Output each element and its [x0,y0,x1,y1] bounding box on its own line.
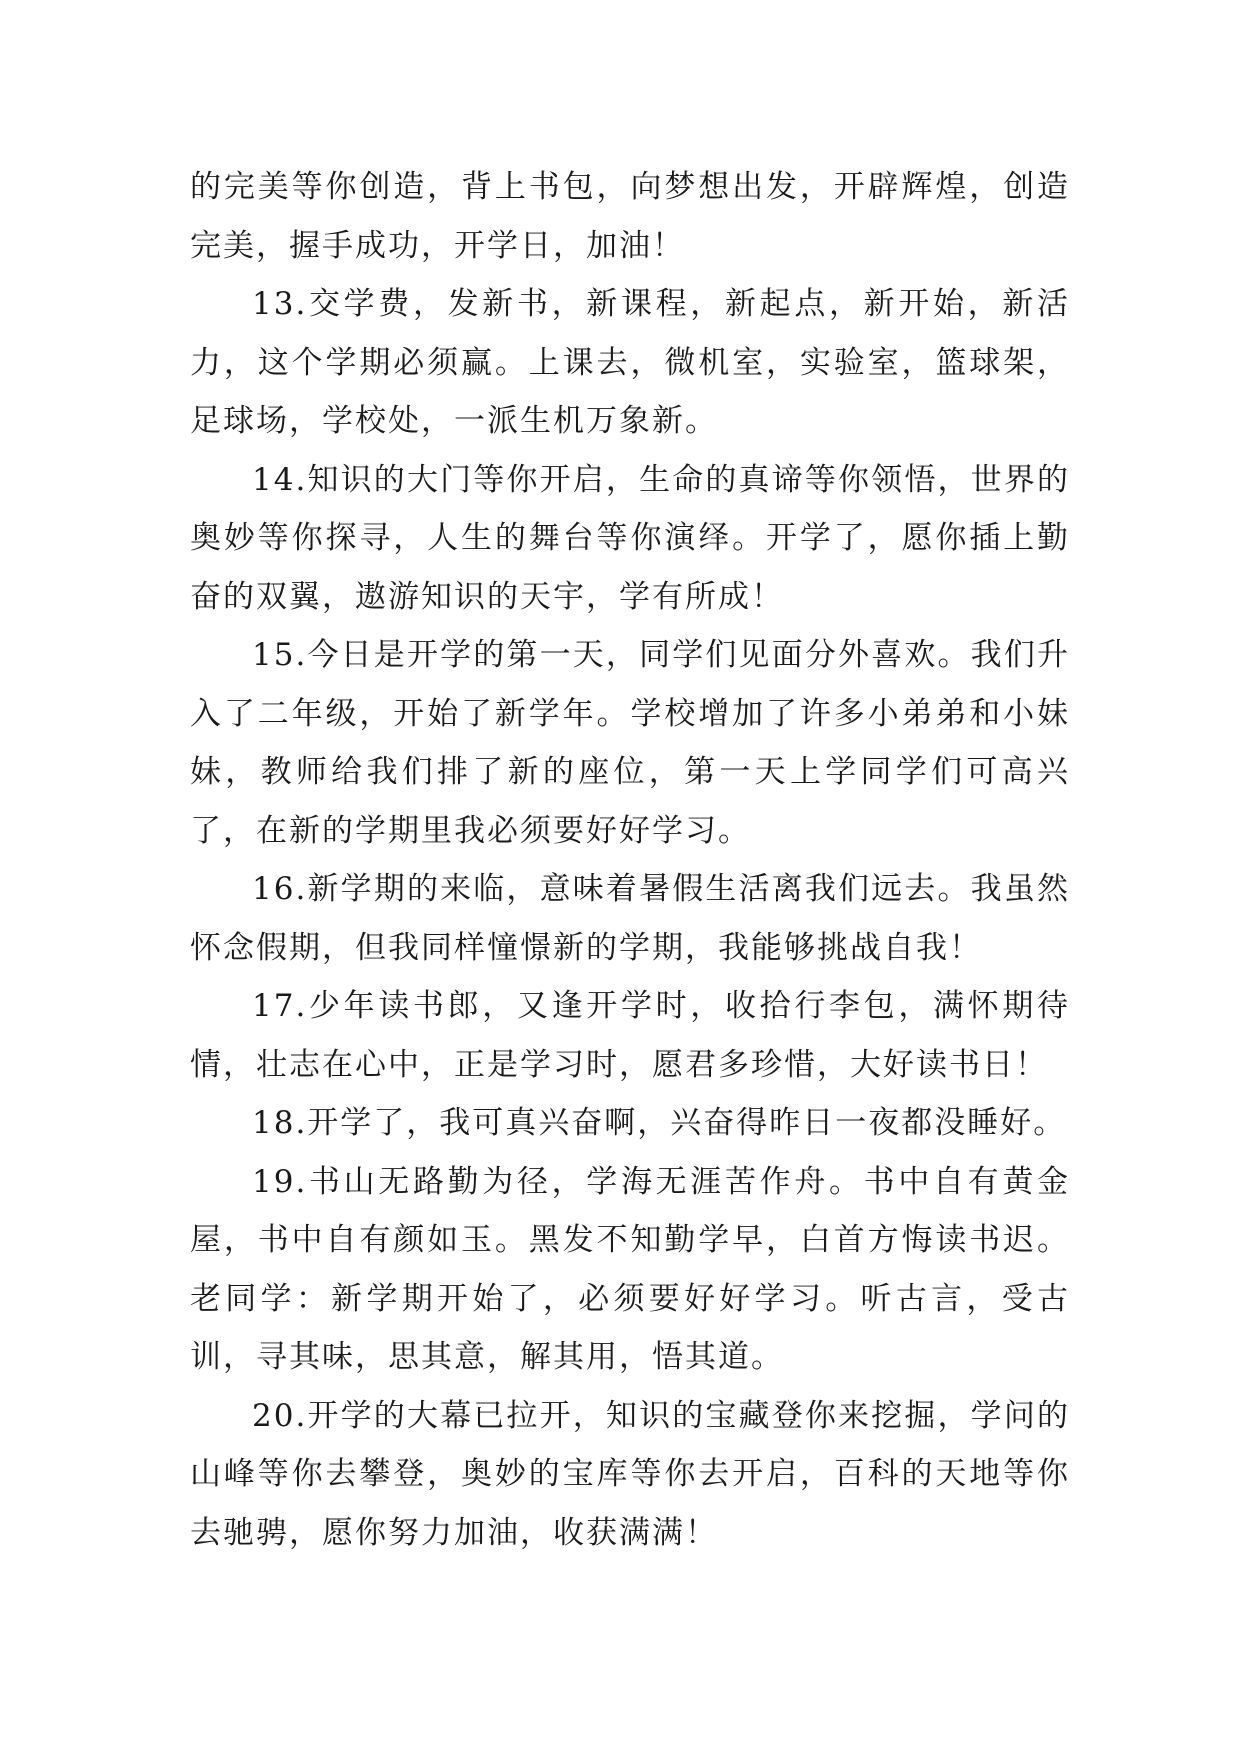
paragraph-item-16: 16.新学期的来临，意味着暑假生活离我们远去。我虽然怀念假期，但我同样憧憬新的学期，我能够挑战自我！ [190,871,1070,966]
paragraph-item-18: 18.开学了，我可真兴奋啊，兴奋得昨日一夜都没睡好。 [252,1105,1067,1141]
paragraph-item-20: 20.开学的大幕已拉开，知识的宝藏登你来挖掘，学问的山峰等你去攀登，奥妙的宝库等你去开启，百科的天地等你去驰骋，愿你努力加油，收获满满！ [190,1397,1070,1551]
document-body [190,158,1070,1562]
paragraph-item-14: 14.知识的大门等你开启，生命的真谛等你领悟，世界的奥妙等你探寻，人生的舞台等你演绎。开学了，愿你插上勤奋的双翼，遨游知识的天宇，学有所成！ [190,461,1070,615]
paragraph-item-19: 19.书山无路勤为径，学海无涯苦作舟。书中自有黄金屋，书中自有颜如玉。黑发不知勤学早，白首方悔读书迟。老同学：新学期开始了，必须要好好学习。听古言，受古训，寻其味，思其意，解其用，悟其道。 [190,1163,1070,1375]
paragraph-item-13: 13.交学费，发新书，新课程，新起点，新开始，新活力，这个学期必须赢。上课去，微机室，实验室，篮球架，足球场，学校处，一派生机万象新。 [190,286,1070,439]
paragraph-item-17: 17.少年读书郎，又逢开学时，收拾行李包，满怀期待情，壮志在心中，正是学习时，愿君多珍惜，大好读书日！ [190,988,1070,1083]
paragraph-continuation: 的完美等你创造，背上书包，向梦想出发，开辟辉煌，创造完美，握手成功，开学日，加油！ [190,169,1070,264]
paragraph-item-15: 15.今日是开学的第一天，同学们见面分外喜欢。我们升入了二年级，开始了新学年。学校增加了许多小弟弟和小妹妹，教师给我们排了新的座位，第一天上学同学们可高兴了，在新的学期里我必须要好好学习。 [190,637,1070,849]
